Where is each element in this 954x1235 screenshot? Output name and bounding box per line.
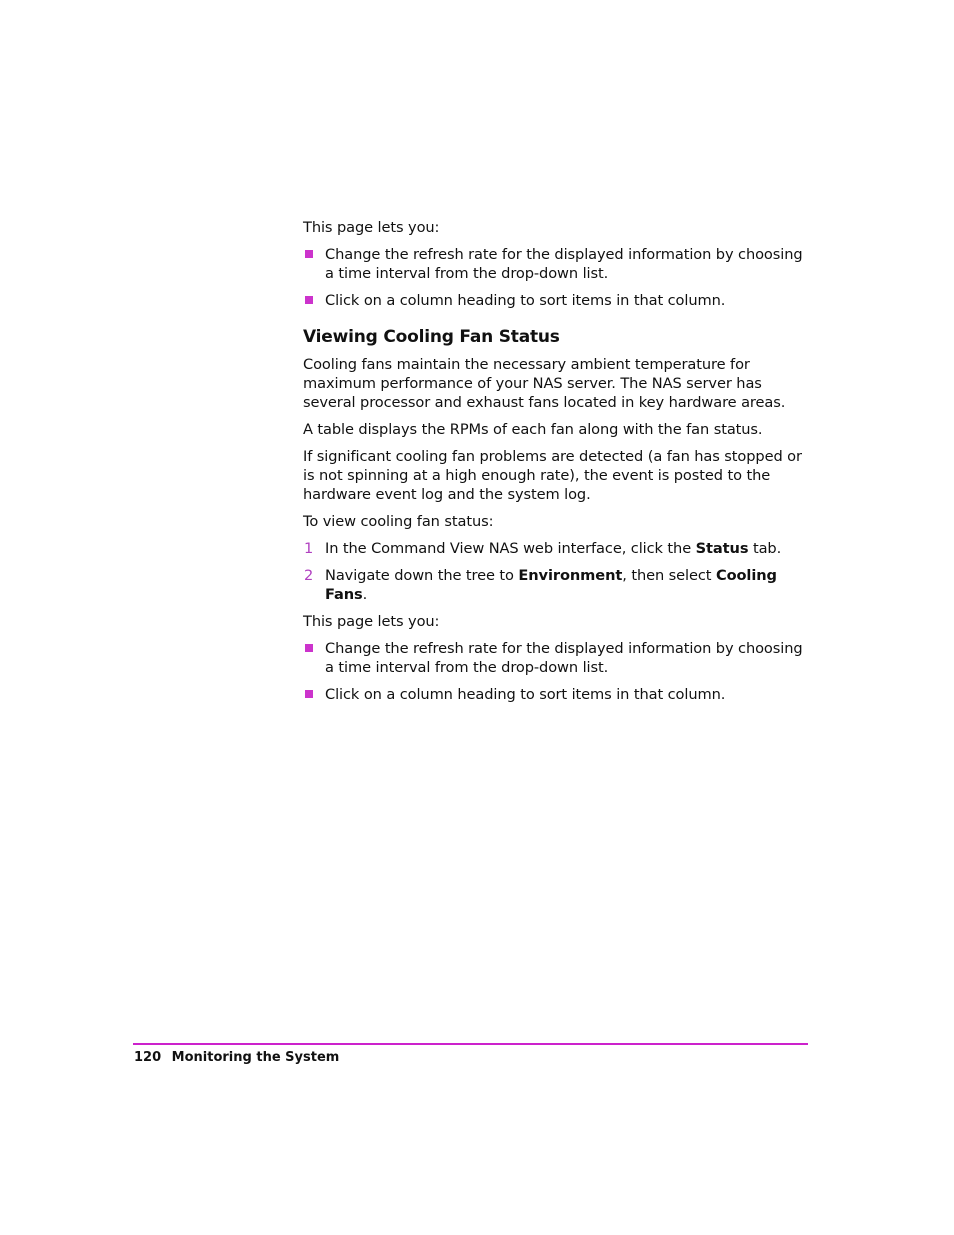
- page-content: [303, 218, 813, 712]
- list-item-text: Change the refresh rate for the displayed information by choosing a time interval from the drop-down list.: [325, 246, 803, 282]
- square-bullet-icon: [305, 296, 313, 304]
- intro-lead: This page lets you:: [303, 219, 440, 236]
- page-number: 120: [134, 1050, 162, 1065]
- square-bullet-icon: [305, 644, 313, 652]
- section-lead: This page lets you:: [303, 613, 440, 630]
- paragraph: A table displays the RPMs of each fan along with the fan status.: [303, 421, 763, 438]
- step-item: [303, 539, 813, 558]
- section-heading: Viewing Cooling Fan Status: [303, 327, 560, 347]
- step-item: [303, 566, 813, 604]
- list-item: [303, 245, 813, 283]
- ui-term: Cooling Fans: [325, 567, 777, 603]
- list-item-text: Change the refresh rate for the displayed information by choosing a time interval from the drop-down list.: [325, 640, 803, 676]
- list-item-text: Click on a column heading to sort items in that column.: [325, 686, 726, 703]
- footer-rule: [133, 1043, 808, 1045]
- step-text: In the Command View NAS web interface, click the Status tab.: [325, 540, 782, 557]
- steps-lead: To view cooling fan status:: [303, 513, 494, 530]
- step-number: 2: [304, 567, 314, 584]
- ui-term: Environment: [518, 567, 623, 584]
- list-item: [303, 291, 813, 310]
- footer-title: Monitoring the System: [171, 1050, 340, 1065]
- paragraph: If significant cooling fan problems are detected (a fan has stopped or is not spinning at a high enough rate), the event is posted to the hardware event log and the system log.: [303, 448, 802, 503]
- step-number: 1: [304, 540, 314, 557]
- page-footer: [134, 1049, 339, 1067]
- list-item: [303, 685, 813, 704]
- square-bullet-icon: [305, 250, 313, 258]
- square-bullet-icon: [305, 690, 313, 698]
- ui-term: Status: [695, 540, 749, 557]
- list-item-text: Click on a column heading to sort items in that column.: [325, 292, 726, 309]
- list-item: [303, 639, 813, 677]
- step-text: Navigate down the tree to Environment, then select Cooling Fans.: [325, 567, 777, 603]
- paragraph: Cooling fans maintain the necessary ambient temperature for maximum performance of your NAS server. The NAS server has several processor and exhaust fans located in key hardware areas.: [303, 356, 786, 411]
